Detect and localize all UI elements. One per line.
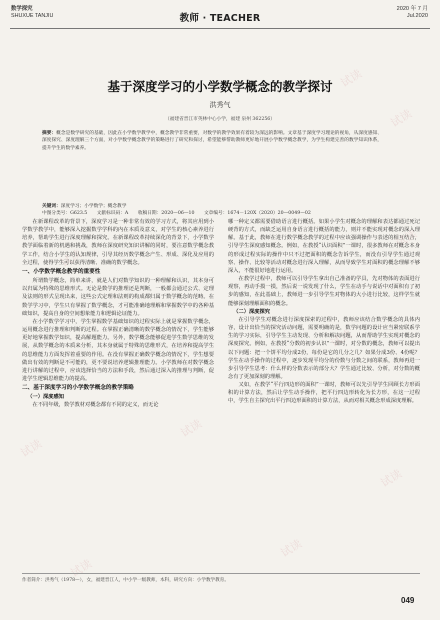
watermark: 试读 [178, 417, 205, 440]
clc-number: 中图分类号：G623.5 [42, 211, 88, 216]
body-paragraph: 哪一种定义都需要借助语言进行概括。如果小学生对概念的理解和表达都通过死记硬背的方式，而缺乏运用自身语言进行概括的能力，则并不能实现对概念的深入理解。基于此，教师在进行数学概念教学的过程中应该强调操作与表述的相互结合，引导学生深度感知概念。例如，在教授“认识面积”一课时，很多教师在对概念本身的形成过程实际的操作中只不过把面积的概念告诉学生，而没有引导学生通过观察、操作、比较等活动对概念进行深入理解，从而导致学生对面积的概念理解不够深入，不能很好地进行运用。 [228, 219, 420, 274]
watermark: 试读 [338, 67, 365, 90]
subsection-heading: （二）深度探究 [233, 308, 270, 315]
document-code: 文献标识码：A [96, 211, 129, 216]
watermark: 试读 [328, 327, 355, 350]
body-paragraph: 在新课程改革的背景下，深度学习是一种非常有效的学习方式，将其应用到小学数学教学中，能够深入挖掘数学学科的内在本质及意义，对学生的核心素养进行培养，帮助学生进行深度理解和探究。在新课程改革持续深化的背景下，小学数学教学面临着新的机遇和挑战，教师在深度研究知识讲解的同时，要注意数学概念教学工作，结合小学生的认知规律，引导其经历数学概念产生、形成、深化及应用的全过程，使得学生可以获得清晰、准确的数学概念。 [22, 219, 214, 266]
page-number: 049 [401, 596, 415, 605]
body-paragraph: 又如，在教学“平行四边形的面积”一课时，教师可以先引导学生回顾长方形面积的计算方法，然后让学生动手操作，把平行四边形转化为长方形，在这一过程中，学生自主探究出平行四边形面积的计算方法，从而对相关概念形成深度理解。 [228, 382, 420, 405]
body-column-left [22, 218, 214, 410]
watermark: 试读 [393, 227, 420, 250]
journal-name-en: SHUXUE TANJIU [11, 13, 54, 19]
watermark: 试读 [388, 107, 415, 130]
body-column-right [228, 218, 420, 406]
keywords-text: 深度学习；小学数学；概念教学 [60, 204, 127, 209]
journal-name-cn: 数学探究 [11, 6, 33, 12]
watermark: 试读 [58, 247, 85, 270]
body-paragraph: 在小学数学学习中，学生掌握数学基础知识的过程实际上就是掌握数学概念，运用概念进行推理和判断的过程。在掌握正确清晰的数学概念的情况下，学生能够更好地掌握数学知识，提高解题能力。另外，数学概念能够促进学生数学思维的发展，从数学概念的本质来分析，其本身就属于特殊的思维形式，在培养和提高学生的思维能力方面发挥着重要的作用。在没有掌握正确数学概念的情况下，学生想要做出有效的判断是不可能的，更不要说培养逻辑推理能力。小学教师在对数学概念进行讲解的过程中，应该选择恰当的方法和手段，然后通过深入的推理与判断，促进学生逻辑思维能力的提高。 [22, 318, 214, 382]
page-header [0, 0, 440, 28]
body-paragraph: 在不同年级，数学教材对概念都有不同的定义，而无论 [32, 402, 159, 409]
watermark: 试读 [18, 437, 45, 460]
article-number: 文章编号：1674－120X（2020）20—0049—02 [203, 211, 311, 216]
body-paragraph: 所谓数学概念，简单来讲，就是人们对数学知识的一种理解和认识，其本身可以归属为特殊的思维形式。无论是数学的推理还是判断，一般都会通过公式、定理及法则的形式呈现出来，这些公式定理和法则的构成都归属于数学概念的范畴。在数学学习中，学生只有掌握了数学概念，才可能准确地理解和掌握数学中的各种基础知识，提高自身的空间想象能力和逻辑论证能力。 [22, 278, 214, 317]
article-author: 洪秀气 [209, 101, 231, 109]
section-heading: 一、小学数学概念教学的重要性 [22, 268, 101, 275]
watermark: 试读 [278, 537, 305, 560]
abstract [42, 130, 382, 152]
author-affiliation: （福建省晋江市英林中心小学，福建 泉州 362256） [165, 117, 275, 122]
watermark: 试读 [68, 557, 95, 580]
section-heading: 二、基于深度学习的小学数学概念的教学策略 [22, 385, 134, 392]
abstract-label: 摘要： [42, 131, 57, 136]
section-title: 教师 · TEACHER [179, 13, 261, 24]
article-title: 基于深度学习的小学数学概念的教学探讨 [107, 79, 333, 94]
author-footnote: 作者简介：洪秀气（1978—），女，福建晋江人，中小学一级教师，本科，研究方向：小学数学教育。 [22, 573, 420, 583]
received-date: 收稿日期：2020—06—10 [137, 211, 195, 216]
watermark: 试读 [378, 467, 405, 490]
issue-date-en: Jul.2020 [406, 13, 428, 19]
keywords-line [42, 203, 412, 210]
issue-date [397, 6, 428, 20]
abstract-text: 概念是数学研究的基础，因此在小学数学教学中，概念教学非常重要，对数学的教学效果有着较为深远的影响。文章基于深度学习理论的视角，从深度感知、深度探究、深度理解三个方面，对小学数学概念教学的策略进行了研究和探讨，希望能够帮助教师更好地开展小学数学概念教学，为学生构建完善的数学知识体系，提升学生的数学素养。 [42, 131, 382, 151]
body-paragraph: 在教学过程中，教师可以引导学生拿出自己准备的学具，先对物体的表面进行观察，再动手摸一摸，然后说一说发现了什么，学生在动手与说话中对面积有了初步的感知，在此基础上，教师进一步引导学生对物体的大小进行比较，这样学生就能够深刻理解面积的概念。 [228, 276, 420, 307]
subsection-heading: （一）深度感知 [27, 394, 64, 401]
article-meta [42, 203, 412, 217]
issue-date-cn: 2020 年 7 月 [396, 6, 428, 12]
keywords-label: 关键词： [42, 204, 61, 209]
body-paragraph: 在引导学生对概念进行深度探索的过程中，教师应该结合数学概念的具体内容，设计出恰当的探究活动问题，需要明确的是，数学问题的设计应当紧密联系学生的学习实际，引导学生主动发现、分析和解决问题，从而帮助学生实现对概念的深度探究。例如，在教授“分数的初步认识”一课时，对分数的概念，教师可以提出以下问题：把一个饼平均分成2份，每份是它的几分之几？如果分成3份、4份呢？学生在动手操作的过程中，逐步发现平均分的份数与分数之间的联系，教师再进一步引导学生思考：什么样的分数表示的部分大？学生通过比较、分析，对分数的概念有了更加深刻的理解。 [228, 316, 420, 380]
classification-line [42, 210, 412, 217]
header-divider [10, 28, 430, 29]
